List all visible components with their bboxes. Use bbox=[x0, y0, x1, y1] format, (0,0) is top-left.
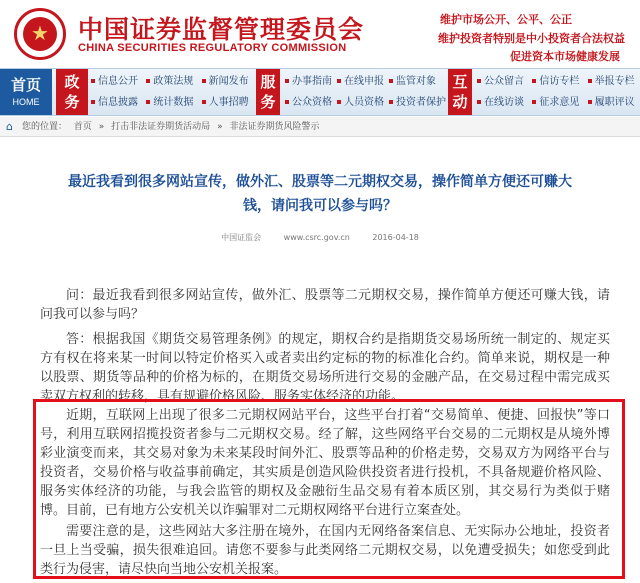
home-label-cn: 首页 bbox=[10, 76, 41, 94]
section-label-char-1: 互 bbox=[452, 73, 468, 91]
nav-item[interactable]: 人员资格 bbox=[336, 94, 384, 111]
nav-item[interactable]: 政策法规 bbox=[145, 73, 196, 90]
nav-section-zhengwu[interactable] bbox=[56, 69, 88, 115]
article-date: 2016-04-18 bbox=[372, 233, 419, 242]
slogan-3: 促进资本市场健康发展 bbox=[510, 50, 620, 63]
nav-item[interactable]: 在线申报 bbox=[336, 73, 384, 90]
breadcrumb-separator: » bbox=[98, 122, 105, 132]
home-icon[interactable]: ⌂ bbox=[6, 120, 13, 133]
slogan-1: 维护市场公开、公平、公正 bbox=[440, 13, 572, 26]
breadcrumb-link-department[interactable]: 打击非法证券期货活动局 bbox=[111, 122, 211, 132]
nav-item[interactable]: 公众留言 bbox=[476, 73, 527, 90]
nav-item[interactable]: 履职评议 bbox=[587, 94, 638, 111]
section-label-char-2: 动 bbox=[452, 93, 468, 111]
nav-item[interactable]: 征求意见 bbox=[531, 94, 582, 111]
breadcrumb-current[interactable]: 非法证券期货风险警示 bbox=[229, 122, 320, 132]
article-url[interactable]: www.csrc.gov.cn bbox=[283, 233, 350, 242]
home-label-en: HOME bbox=[12, 97, 40, 107]
nav-item[interactable]: 在线访谈 bbox=[476, 94, 527, 111]
breadcrumb-separator: » bbox=[217, 122, 223, 132]
breadcrumb-trail bbox=[22, 121, 323, 133]
nav-item[interactable]: 统计数据 bbox=[145, 94, 196, 111]
nav-item[interactable]: 人事招聘 bbox=[201, 94, 252, 111]
breadcrumb bbox=[0, 117, 640, 137]
emblem-star-icon: ★ bbox=[31, 21, 49, 45]
nav-group-zhengwu bbox=[90, 73, 252, 111]
org-name-cn[interactable]: 中国证券监督管理委员会 bbox=[78, 15, 365, 44]
article-paragraph-question: 问：最近我看到很多网站宣传，做外汇、股票等二元期权交易，操作简单方便还可赚大钱，请问我可以参与吗？ bbox=[40, 288, 610, 322]
article-meta bbox=[0, 232, 640, 243]
nav-item[interactable]: 办事指南 bbox=[284, 73, 332, 90]
breadcrumb-link-home[interactable]: 首页 bbox=[73, 122, 92, 132]
section-label-char-1: 政 bbox=[64, 73, 80, 91]
article-paragraph-warning: 近期，互联网上出现了很多二元期权网站平台，这些平台打着“交易简单、便捷、回报快”等口号，利用互联网招揽投资者参与二元期权交易。经了解，这些网络平台交易的二元期权是从境外博彩业演变而来，其交易对象为未来某段时间外汇、股票等品种的价格走势，交易双方为网络平台与投资者，交易价格与收益事前确定，其实质是创造风险供投资者进行投机，不具备规避价格风险、服务实体经济的功能，与我会监管的期权及金融衍生品交易有着本质区别，其交易行为类似于赌博。目前，已有地方公安机关以诈骗罪对二元期权网络平台进行立案查处。 bbox=[40, 408, 610, 518]
main-nav bbox=[0, 68, 640, 116]
nav-home-button[interactable] bbox=[0, 69, 52, 115]
nav-item[interactable]: 信息披露 bbox=[90, 94, 141, 111]
nav-group-hudong bbox=[476, 73, 638, 111]
nav-item[interactable]: 公众资格 bbox=[284, 94, 332, 111]
nav-item[interactable]: 投资者保护 bbox=[388, 94, 446, 111]
nav-item[interactable]: 信息公开 bbox=[90, 73, 141, 90]
slogan-2: 维护投资者特别是中小投资者合法权益 bbox=[438, 32, 625, 45]
section-label-char-2: 务 bbox=[260, 93, 276, 111]
csrc-emblem-logo[interactable] bbox=[14, 8, 66, 60]
nav-item[interactable]: 举报专栏 bbox=[587, 73, 638, 90]
section-label-char-1: 服 bbox=[260, 73, 276, 91]
nav-section-hudong[interactable] bbox=[448, 69, 472, 115]
emblem-inner bbox=[23, 17, 57, 51]
article-title: 最近我看到很多网站宣传，做外汇、股票等二元期权交易，操作简单方便还可赚大钱，请问我可以参与吗？ bbox=[68, 174, 572, 214]
breadcrumb-prefix: 您的位置： bbox=[22, 122, 68, 132]
nav-item[interactable]: 新闻发布 bbox=[201, 73, 252, 90]
nav-item[interactable]: 信访专栏 bbox=[531, 73, 582, 90]
highlight-box bbox=[33, 399, 625, 579]
section-label-char-2: 务 bbox=[64, 93, 80, 111]
nav-group-fuwu bbox=[284, 73, 444, 111]
article-paragraph-advice: 需要注意的是，这些网站大多注册在境外，在国内无网络备案信息、无实际办公地址，投资者一旦上当受骗，损失很难追回。请您不要参与此类网络二元期权交易，以免遭受损失；如您受到此类行为侵害，请尽快向当地公安机关报案。 bbox=[40, 524, 610, 577]
nav-section-fuwu[interactable] bbox=[256, 69, 280, 115]
article-paragraph-answer: 答：根据我国《期货交易管理条例》的规定，期权合约是指期货交易场所统一制定的、规定买方有权在将来某一时间以特定价格买入或者卖出约定标的物的标准化合约。简单来说，期权是一种以股票、期货等品种的价格为标的，在期货交易场所进行交易的金融产品，在交易过程中需完成买卖双方权利的转移，具有规避价格风险、服务实体经济的功能。 bbox=[40, 332, 610, 404]
site-header bbox=[0, 0, 640, 68]
org-name-en: CHINA SECURITIES REGULATORY COMMISSION bbox=[78, 42, 347, 54]
nav-item[interactable]: 监管对象 bbox=[388, 73, 446, 90]
article-source: 中国证监会 bbox=[221, 233, 262, 242]
